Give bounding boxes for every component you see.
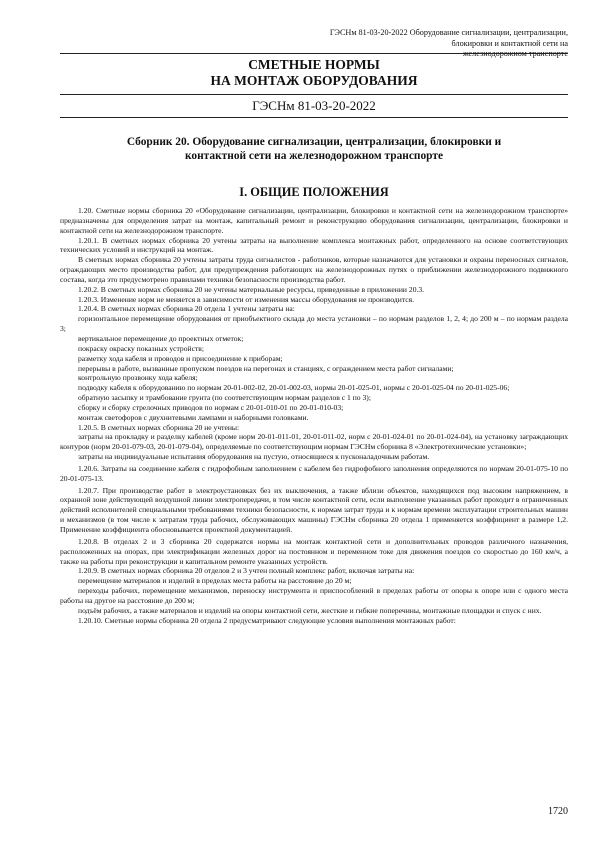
running-header-line: ГЭСНм 81-03-20-2022 Оборудование сигнализации, централизации, блокировки и контактной сети на bbox=[329, 28, 568, 48]
document-title bbox=[60, 57, 568, 88]
paragraph: 1.20.9. В сметных нормах сборника 20 отделов 2 и 3 учтен полный комплекс работ, включая затраты на: bbox=[78, 566, 415, 576]
paragraph: 1.20.7. При производстве работ в электроустановках без их выключения, а также вблизи объектов, находящихся под высоким напряжением, в охранной зоне действующей воздушной линии электропередачи, в том числе контактной сети, если выполнение указанных работ проходит в ограниченных действий исполнителей специальными требованиями техники безопасности, к нормам затрат труда и к нормам времени эксплуатации строительных машин и механизмов (в том числе к затратам труда рабочих, обслуживающих машины) ГЭСНм сборника 20 отдела 1 применяется коэффициент в размере 1,2. Применение коэффициента обосновывается проектной документацией. bbox=[60, 485, 568, 534]
paragraph: затраты на индивидуальные испытания оборудования на пустую, относящиеся к пусконаладочным работам. bbox=[78, 452, 430, 462]
paragraph: 1.20.8. В отделах 2 и 3 сборника 20 содержатся нормы на монтаж контактной сети и дополнительных проводов различного назначения, расположенных на опорах, при электрификации железных дорог на постоянном и переменном токе для движения поездов со скоростью до 160 км/ч, а также на работы при реконструкции и капитальном ремонте указанных устройств. bbox=[60, 536, 568, 566]
paragraph: 1.20. Сметные нормы сборника 20 «Оборудование сигнализации, централизации, блокировки и контактной сети на железнодорожном транспорте» предназначены для определения затрат на монтаж, капитальный ремонт и реконструкцию оборудования сигнализации, централизации, блокировки и контактной сети на железнодорожном транспорте. bbox=[60, 206, 568, 235]
collection-title bbox=[60, 135, 568, 163]
paragraph: горизонтальное перемещение оборудования от приобъектного склада до места установки – по нормам разделов 1, 2, 4; до 200 м – по нормам раздела 3; bbox=[60, 314, 568, 334]
paragraph: 1.20.10. Сметные нормы сборника 20 отдела 2 предусматривают следующие условия выполнения монтажных работ: bbox=[78, 615, 456, 625]
paragraph: 1.20.6. Затраты на соединение кабеля с гидрофобным заполнением с кабелем без гидрофобного заполнения определяются по нормам 20-01-075-10 по 20-01-075-13. bbox=[60, 463, 568, 483]
paragraph: монтаж светофоров с двухнитевыми лампами и наборными головками. bbox=[78, 412, 309, 422]
paragraph: перемещение материалов и изделий в пределах места работы на расстояние до 20 м; bbox=[78, 576, 352, 586]
paragraph: вертикальное перемещение до проектных отметок; bbox=[78, 333, 244, 343]
paragraph: затраты на прокладку и разделку кабелей (кроме норм 20-01-011-01, 20-01-011-02, норм с 20-01-024-01 по 20-01-024-04), на установку заграждающих контуров (норм 20-01-079-03, 20-01-079-04), определяемые по соответствующим нормам ГЭСНм сборника 8 «Электротехнические установки»; bbox=[60, 432, 568, 452]
title-rule-top bbox=[60, 94, 568, 95]
paragraph: покраску окраску показных устройств; bbox=[78, 343, 204, 353]
page-number: 1720 bbox=[548, 806, 568, 817]
paragraph: перерывы в работе, вызванные пропуском поездов на перегонах и станциях, с ограждением места работ сигналами; bbox=[78, 363, 454, 373]
paragraph: подводку кабеля к оборудованию по нормам 20-01-002-02, 20-01-002-03, нормы 20-01-025-01, нормы с 20-01-025-04 по 20-01-025-06; bbox=[78, 383, 510, 393]
collection-title-line: контактной сети на железнодорожном транспорте bbox=[185, 150, 443, 162]
paragraph: 1.20.5. В сметных нормах сборника 20 не учтены: bbox=[78, 422, 240, 432]
paragraph: 1.20.1. В сметных нормах сборника 20 учтены затраты на выполнение комплекса монтажных работ, определенного на основе соответствующих технических условий и инструкций на монтаж. bbox=[60, 235, 568, 255]
body-text bbox=[60, 206, 568, 625]
collection-title-line: Сборник 20. Оборудование сигнализации, централизации, блокировки и bbox=[126, 136, 502, 148]
paragraph: сборку и сборку стрелочных приводов по нормам с 20-01-010-01 по 20-01-010-03; bbox=[78, 402, 344, 412]
document-title-line: НА МОНТАЖ ОБОРУДОВАНИЯ bbox=[210, 72, 418, 88]
paragraph: 1.20.2. В сметных нормах сборника 20 не учтены материальные ресурсы, приведенные в приложении 20.3. bbox=[78, 284, 425, 294]
document-code: ГЭСНм 81-03-20-2022 bbox=[252, 98, 376, 113]
document-title-line: СМЕТНЫЕ НОРМЫ bbox=[248, 57, 380, 72]
section-heading: I. ОБЩИЕ ПОЛОЖЕНИЯ bbox=[239, 185, 389, 199]
header-rule bbox=[60, 53, 568, 54]
paragraph: В сметных нормах сборника 20 учтены затраты труда сигналистов - работников, которые назначаются для установки и охраны переносных сигналов, ограждающих место производства работ, для предупреждения работающих на железнодорожных путях о приближении железнодорожного подвижного состава, когда это предусмотрено правилами техники безопасности производства работ. bbox=[60, 255, 568, 284]
paragraph: переходы рабочих, перемещение механизмов, переноску инструмента и приспособлений в пределах работы от опоры к опоре или с одного места работы на другое на расстояние до 200 м; bbox=[60, 586, 568, 605]
title-rule-bottom bbox=[60, 117, 568, 118]
running-header-line: железнодорожном транспорте bbox=[462, 49, 568, 58]
paragraph: 1.20.3. Изменение норм не меняется в зависимости от изменения массы оборудования не производится. bbox=[78, 294, 415, 304]
paragraph: контрольную прозвонку хода кабеля; bbox=[78, 373, 198, 383]
paragraph: 1.20.4. В сметных нормах сборника 20 отдела 1 учтены затраты на: bbox=[78, 304, 295, 314]
running-header bbox=[300, 28, 568, 60]
paragraph: обратную засыпку и трамбование грунта (по соответствующим нормам разделов с 1 по 3); bbox=[78, 393, 371, 403]
paragraph: разметку хода кабеля и проводов и присоединение к приборам; bbox=[78, 353, 283, 363]
paragraph: подъём рабочих, а также материалов и изделий на опоры контактной сети, жесткие и гибкие поперечины, монтажные площадки и спуск с них. bbox=[78, 605, 542, 615]
